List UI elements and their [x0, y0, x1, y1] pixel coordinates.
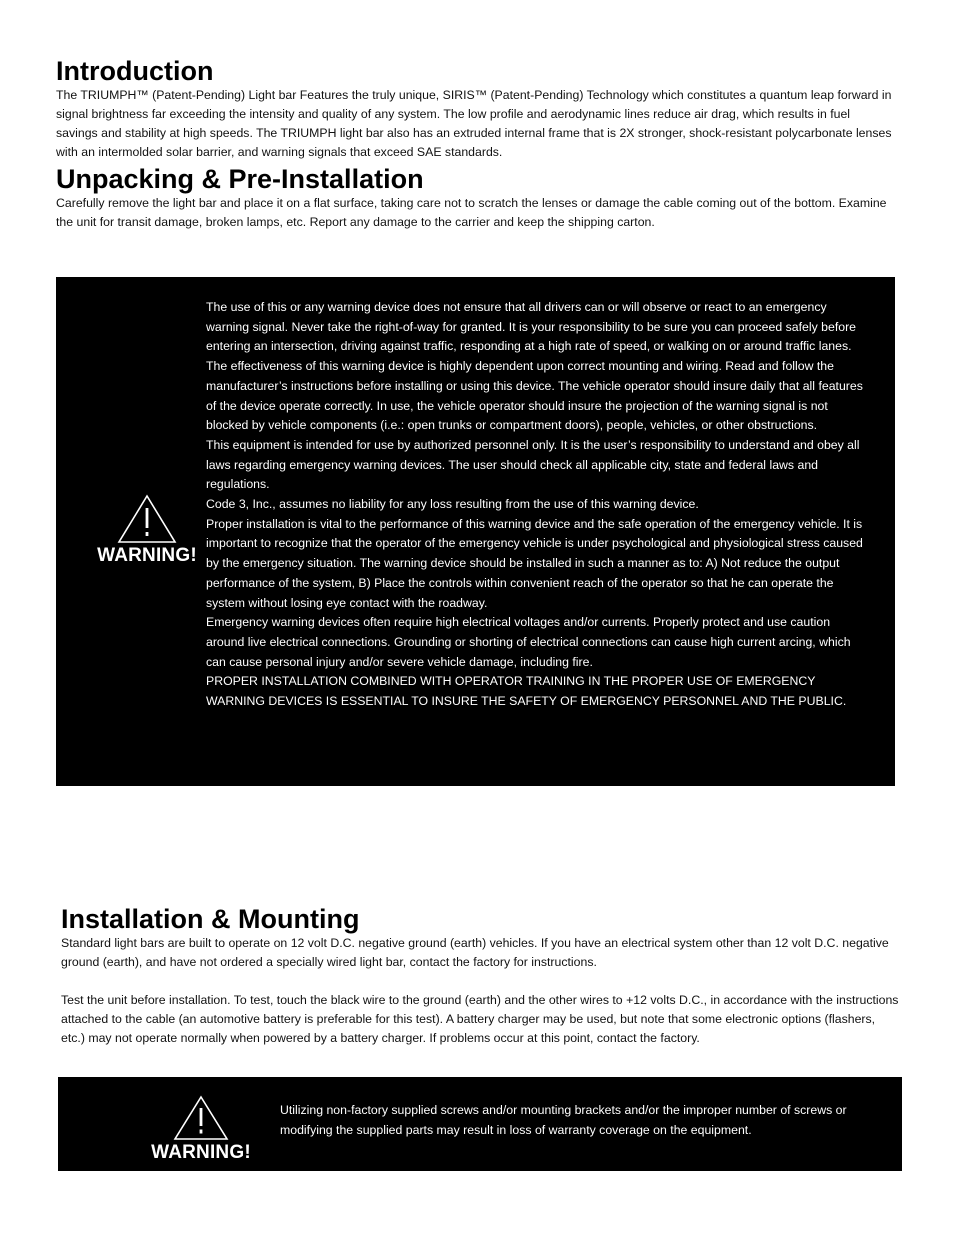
warning-triangle-icon	[172, 1094, 230, 1142]
warning-paragraph: The use of this or any warning device does not ensure that all drivers can or will observe or react to an emergency warning signal. Never take the right-of-way for granted. It is your responsibility to be sure you can proceed safely before entering an intersection, driving against traffic, responding at a high rate of speed, or walking on or around traffic lanes.	[206, 300, 857, 354]
warning-text	[206, 298, 866, 712]
introduction-body: The TRIUMPH™ (Patent-Pending) Light bar Features the truly unique, SIRIS™ (Patent-Pending) Technology which constitutes a quantum leap forward in signal brightness far exceeding the intensity and quality of any system. The low profile and aerodynamic lines reduce air drag, which results in fuel savings and stability at high speeds. The TRIUMPH light bar also has an extruded internal frame that is 2X stronger, shock-resistant polycarbonate lenses with an intermolded solar barrier, and warning signals that exceed SAE standards.	[56, 88, 892, 159]
installation-paragraph: Standard light bars are built to operate on 12 volt D.C. negative ground (earth) vehicles. If you have an electrical system other than 12 volt D.C. negative ground (earth), and have not ordered a specially wired light bar, contact the factory for instructions.	[61, 936, 889, 969]
warning-paragraph: Code 3, Inc., assumes no liability for any loss resulting from the use of this warning device.	[206, 497, 699, 512]
warning-triangle-icon	[116, 493, 178, 545]
warning-label: WARNING!	[151, 1142, 251, 1163]
introduction-heading: Introduction	[56, 56, 214, 86]
unpacking-section	[56, 164, 892, 232]
warning-paragraph: This equipment is intended for use by authorized personnel only. It is the user’s responsibility to understand and obey all laws regarding emergency warning devices. The user should check all applicable city, state and federal laws and regulations.	[206, 437, 860, 492]
warning-paragraph: PROPER INSTALLATION COMBINED WITH OPERATOR TRAINING IN THE PROPER USE OF EMERGENCY WARNING DEVICES IS ESSENTIAL TO INSURE THE SAFETY OF EMERGENCY PERSONNEL AND THE PUBLIC.	[206, 674, 847, 709]
unpacking-body: Carefully remove the light bar and place it on a flat surface, taking care not to scratch the lenses or damage the cable coming out of the bottom. Examine the unit for transit damage, broken lamps, etc. Report any damage to the carrier and keep the shipping carton.	[56, 196, 887, 229]
warranty-warning-box	[58, 1077, 902, 1171]
introduction-section	[56, 56, 892, 162]
warning-paragraph: Proper installation is vital to the performance of this warning device and the safe operation of the emergency vehicle. It is important to recognize that the operator of the emergency vehicle is under psychological and physiological stress caused by the emergency situation. The warning device should be installed in such a manner as to: A) Not reduce the output performance of the system, B) Place the controls within convenient reach of the operator so that he can operate the system without losing eye contact with the roadway.	[206, 516, 863, 610]
unpacking-heading: Unpacking & Pre-Installation	[56, 164, 424, 194]
warning-badge	[141, 1094, 261, 1164]
safety-warning-box	[56, 277, 895, 786]
warning-paragraph: Emergency warning devices often require high electrical voltages and/or currents. Properly protect and use caution around live electrical connections. Grounding or shorting of electrical connections can cause high current arcing, which can cause personal injury and/or severe vehicle damage, including fire.	[206, 615, 851, 669]
warning-label: WARNING!	[97, 545, 197, 566]
warning-paragraph: Utilizing non-factory supplied screws and/or mounting brackets and/or the improper number of screws or modifying the supplied parts may result in loss of warranty coverage on the equipment.	[280, 1103, 847, 1137]
warning-text	[280, 1101, 870, 1140]
installation-heading: Installation & Mounting	[61, 904, 360, 934]
warning-paragraph: The effectiveness of this warning device is highly dependent upon correct mounting and wiring. Read and follow the manufacturer’s instructions before installing or using this device. The vehicle operator should insure daily that all features of the device operate correctly. In use, the vehicle operator should insure the projection of the warning signal is not blocked by vehicle components (i.e.: open trunks or compartment doors), people, vehicles, or other obstructions.	[206, 359, 863, 433]
installation-section	[61, 904, 899, 1048]
warning-badge	[82, 493, 212, 567]
installation-paragraph: Test the unit before installation. To test, touch the black wire to the ground (earth) and the other wires to +12 volts D.C., in accordance with the instructions attached to the cable (an automotive battery is preferable for this test). A battery charger may be used, but note that some electronic options (flashers, etc.) may not operate normally when powered by a battery charger. If problems occur at this point, contact the factory.	[61, 993, 899, 1045]
